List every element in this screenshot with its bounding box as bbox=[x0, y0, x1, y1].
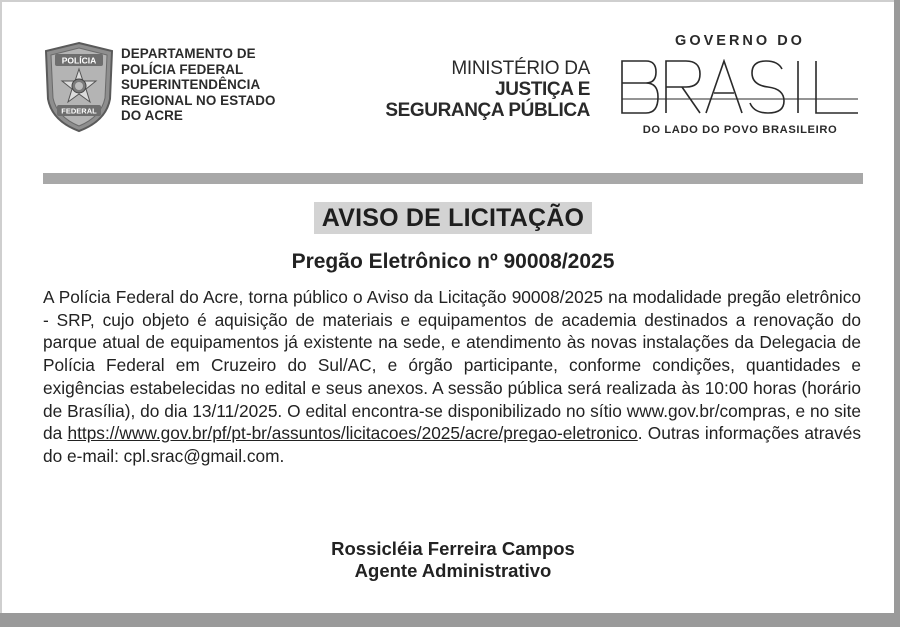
department-name bbox=[121, 46, 276, 124]
governo-do-brasil-logo bbox=[620, 33, 860, 136]
body-text-part-2: . Outras informações através do e-mail: cpl.srac@gmail.com. bbox=[43, 423, 861, 466]
signature-block bbox=[0, 538, 900, 582]
gov-top-text: GOVERNO DO bbox=[675, 33, 805, 49]
header-divider bbox=[43, 173, 863, 184]
department-line: DEPARTAMENTO DE bbox=[121, 46, 256, 61]
signatory-role: Agente Administrativo bbox=[354, 560, 552, 581]
policia-federal-badge-icon bbox=[42, 41, 116, 133]
notice-title: AVISO DE LICITAÇÃO bbox=[314, 202, 592, 234]
department-line: SUPERINTENDÊNCIA bbox=[121, 77, 261, 93]
department-line: REGIONAL NO ESTADO bbox=[121, 92, 276, 108]
signatory-name: Rossicléia Ferreira Campos bbox=[331, 538, 575, 559]
gov-slogan: DO LADO DO POVO BRASILEIRO bbox=[642, 124, 838, 136]
notice-subtitle: Pregão Eletrônico nº 90008/2025 bbox=[291, 250, 615, 273]
ministry-line-1: MINISTÉRIO DA bbox=[451, 58, 590, 79]
frame-bottom-shadow bbox=[0, 613, 900, 627]
frame-left-edge bbox=[0, 0, 2, 627]
notice-body bbox=[43, 286, 861, 468]
ministry-line-3: SEGURANÇA PÚBLICA bbox=[385, 100, 590, 121]
department-line: POLÍCIA FEDERAL bbox=[121, 61, 244, 77]
frame-right-shadow bbox=[894, 0, 900, 627]
edital-link[interactable]: https://www.gov.br/pf/pt-br/assuntos/licitacoes/2025/acre/pregao-eletronico bbox=[67, 423, 638, 444]
body-text-part-1: A Polícia Federal do Acre, torna público o Aviso da Licitação 90008/2025 na modalidade pregão eletrônico - SRP, cujo objeto é aquisição de materiais e equipamentos de academia destinados a renovação do parque atual de equipamentos já existente na sede, e atendimento às novas instalações da Delegacia de Polícia Federal em Cruzeiro do Sul/AC, e órgão participante, conforme condições, quantidades e exigências estabelecidas no edital e seus anexos. A sessão pública será realizada às 10:00 horas (horário de Brasília), do dia 13/11/2025. O edital encontra-se disponibilizado no sítio www.gov.br/compras, e no site da bbox=[43, 287, 861, 444]
frame-top-edge bbox=[0, 0, 900, 2]
ministry-line-2: JUSTIÇA E bbox=[495, 79, 590, 100]
badge-top-text: POLÍCIA bbox=[61, 55, 97, 66]
brasil-wordmark-icon bbox=[620, 59, 860, 115]
ministry-logo bbox=[360, 58, 590, 121]
badge-bottom-text: FEDERAL bbox=[61, 106, 97, 116]
department-line: DO ACRE bbox=[121, 108, 183, 124]
title-container bbox=[0, 202, 900, 234]
